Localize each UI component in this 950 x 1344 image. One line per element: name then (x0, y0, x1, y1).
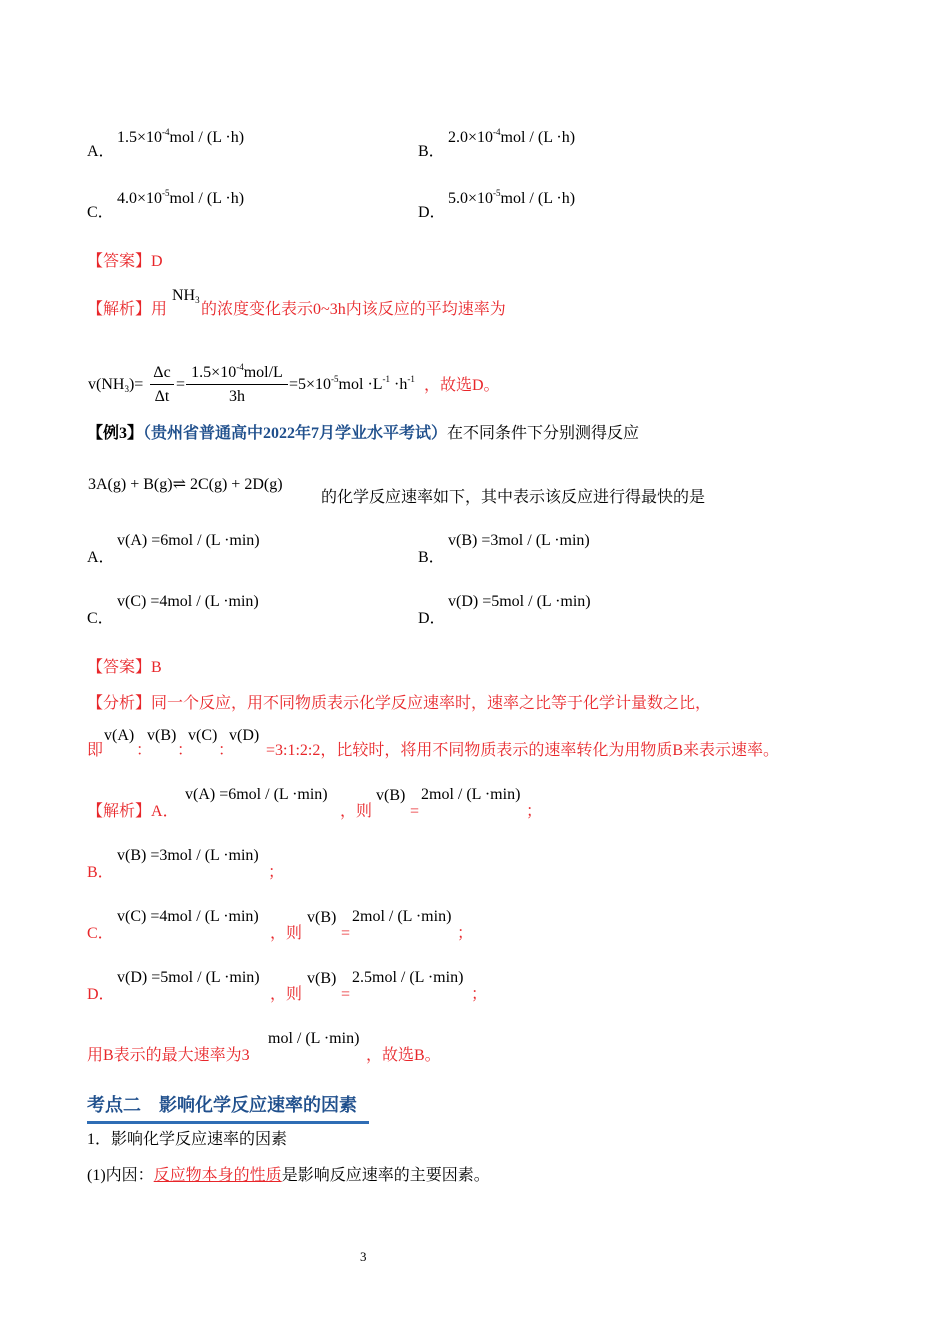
ratio-tail: =3:1:2:2，比较时，将用不同物质表示的速率转化为用物质B来表示速率。 (266, 742, 780, 759)
answer-label: 【答案】 (87, 253, 152, 270)
q2-option-c (87, 205, 114, 221)
rate-conclusion: ，故选D。 (424, 377, 500, 394)
example-3-heading (87, 426, 639, 442)
step-d-vb: v(B) (307, 970, 337, 987)
option-letter: A． (87, 143, 115, 160)
ratio-colon-2: ： (177, 742, 194, 759)
step-c-result: 2mol / (L ·min) (352, 908, 452, 925)
ratio-ji: 即 (87, 742, 104, 759)
q2-option-c-value: $4.0\times 10^{-5}mol / (L \cdot h)$ (117, 188, 245, 207)
rate-result: $=5\times 10^{-5}mol \cdot L^{-1} \cdot h^{-1}$ (289, 374, 415, 393)
ex3-option-c: C． (87, 610, 114, 627)
inner-cause-highlight: 反应物本身的性质 (153, 1167, 282, 1184)
nh3-formula: $NH_3$ (172, 287, 200, 305)
reaction-tail: 的化学反应速率如下，其中表示该反应进行得最快的是 (321, 489, 706, 506)
option-letter: C． (87, 204, 114, 221)
jiexi-step-c: C． (87, 925, 114, 942)
ratio-colon-3: ： (218, 742, 235, 759)
step-d-eq: = (341, 986, 351, 1003)
step-a-result: 2mol / (L ·min) (421, 786, 521, 803)
step-b-given: v(B) =3mol / (L ·min) (117, 847, 259, 864)
jiexi-step-a: 【解析】A． (87, 803, 179, 820)
ex3-fenxi: 【分析】同一个反应，用不同物质表示化学反应速率时，速率之比等于化学计量数之比， (87, 695, 712, 712)
jiexi-step-b: B． (87, 864, 114, 881)
option-letter: D． (418, 204, 446, 221)
q2-answer (87, 254, 163, 270)
answer-label: 【答案】 (87, 659, 152, 676)
q2-option-a (87, 144, 115, 160)
step-d-given: v(D) =5mol / (L ·min) (117, 969, 260, 986)
example-source: （贵州省普通高中2022年7月学业水平考试） (143, 425, 448, 442)
step-d-ze: ，则 (270, 986, 303, 1003)
step-a-vb: v(B) (376, 787, 406, 804)
answer-value: B (151, 659, 162, 676)
ex3-option-b: B． (418, 549, 445, 566)
step-c-end: ； (457, 925, 474, 942)
ex3-option-d-expr: v(D) =5mol / (L ·min) (448, 593, 591, 610)
fraction-rate: $1.5\times 10^{-4}mol/L$ 3h (186, 364, 288, 406)
q2-option-d (418, 205, 446, 221)
step-a-eq: = (410, 803, 420, 820)
page-number: 3 (360, 1249, 367, 1264)
ex3-option-b-expr: v(B) =3mol / (L ·min) (448, 532, 590, 549)
step-c-given: v(C) =4mol / (L ·min) (117, 908, 259, 925)
ex3-option-d: D． (418, 610, 446, 627)
conclusion-unit: mol / (L ·min) (268, 1030, 360, 1047)
fenxi-label: 【分析】 (87, 695, 152, 712)
analysis-text: 的浓度变化表示0~3h内该反应的平均速率为 (201, 301, 506, 318)
q2-analysis: 【解析】用 的浓度变化表示0~3h内该反应的平均速率为 (87, 301, 506, 318)
step-b-end: ； (268, 864, 285, 881)
example-text: 在不同条件下分别测得反应 (447, 425, 640, 442)
step-c-vb: v(B) (307, 909, 337, 926)
jiexi-label: 【解析】 (87, 803, 152, 820)
fraction-delta: $\frac{\Delta c}{\Delta t}$ (150, 364, 174, 406)
example-label: 【例3】 (87, 425, 144, 442)
section-item-2: (1)内因：反应物本身的性质是影响反应速率的主要因素。 (87, 1167, 490, 1184)
section-title-underline (87, 1121, 369, 1124)
ratio-term-va: v(A) (104, 727, 135, 744)
ratio-term-vd: v(D) (229, 727, 260, 744)
ratio-colon-1: ： (136, 742, 153, 759)
step-a-given: v(A) =6mol / (L ·min) (185, 786, 328, 803)
step-a-ze: ，则 (340, 803, 373, 820)
section-item-1: 1．影响化学反应速率的因素 (87, 1131, 288, 1148)
ratio-term-vb: v(B) (147, 727, 177, 744)
conclusion-pre: 用B表示的最大速率为3 (87, 1047, 250, 1064)
step-c-ze: ，则 (270, 925, 303, 942)
equals-sign: = (176, 376, 186, 393)
ex3-option-a-expr: v(A) =6mol / (L ·min) (117, 532, 260, 549)
q2-option-b (418, 144, 445, 160)
conclusion-tail: ，故选B。 (366, 1047, 441, 1064)
q2-option-d-value: $5.0\times 10^{-5}mol / (L \cdot h)$ (448, 188, 576, 207)
q2-option-b-value: $2.0\times 10^{-4}mol / (L \cdot h)$ (448, 127, 576, 146)
reaction-equation: 3A(g) + B(g)⇌ 2C(g) + 2D(g) (88, 476, 283, 493)
answer-value: D (151, 253, 163, 270)
step-c-eq: = (341, 925, 351, 942)
ex3-answer (87, 660, 162, 676)
ratio-term-vc: v(C) (188, 727, 218, 744)
option-letter: B． (418, 143, 445, 160)
analysis-label: 【解析】 (87, 301, 152, 318)
section-title: 考点二 影响化学反应速率的因素 (87, 1095, 357, 1115)
jiexi-step-d: D． (87, 986, 115, 1003)
step-d-end: ； (471, 986, 488, 1003)
ex3-option-a: A． (87, 549, 115, 566)
step-d-result: 2.5mol / (L ·min) (352, 969, 464, 986)
q2-option-a-value: $1.5\times 10^{-4}mol / (L \cdot h)$ (117, 127, 245, 146)
ex3-option-c-expr: v(C) =4mol / (L ·min) (117, 593, 259, 610)
rate-formula-lhs: $v(NH_3)=$ (88, 376, 144, 394)
step-a-end: ； (526, 803, 543, 820)
